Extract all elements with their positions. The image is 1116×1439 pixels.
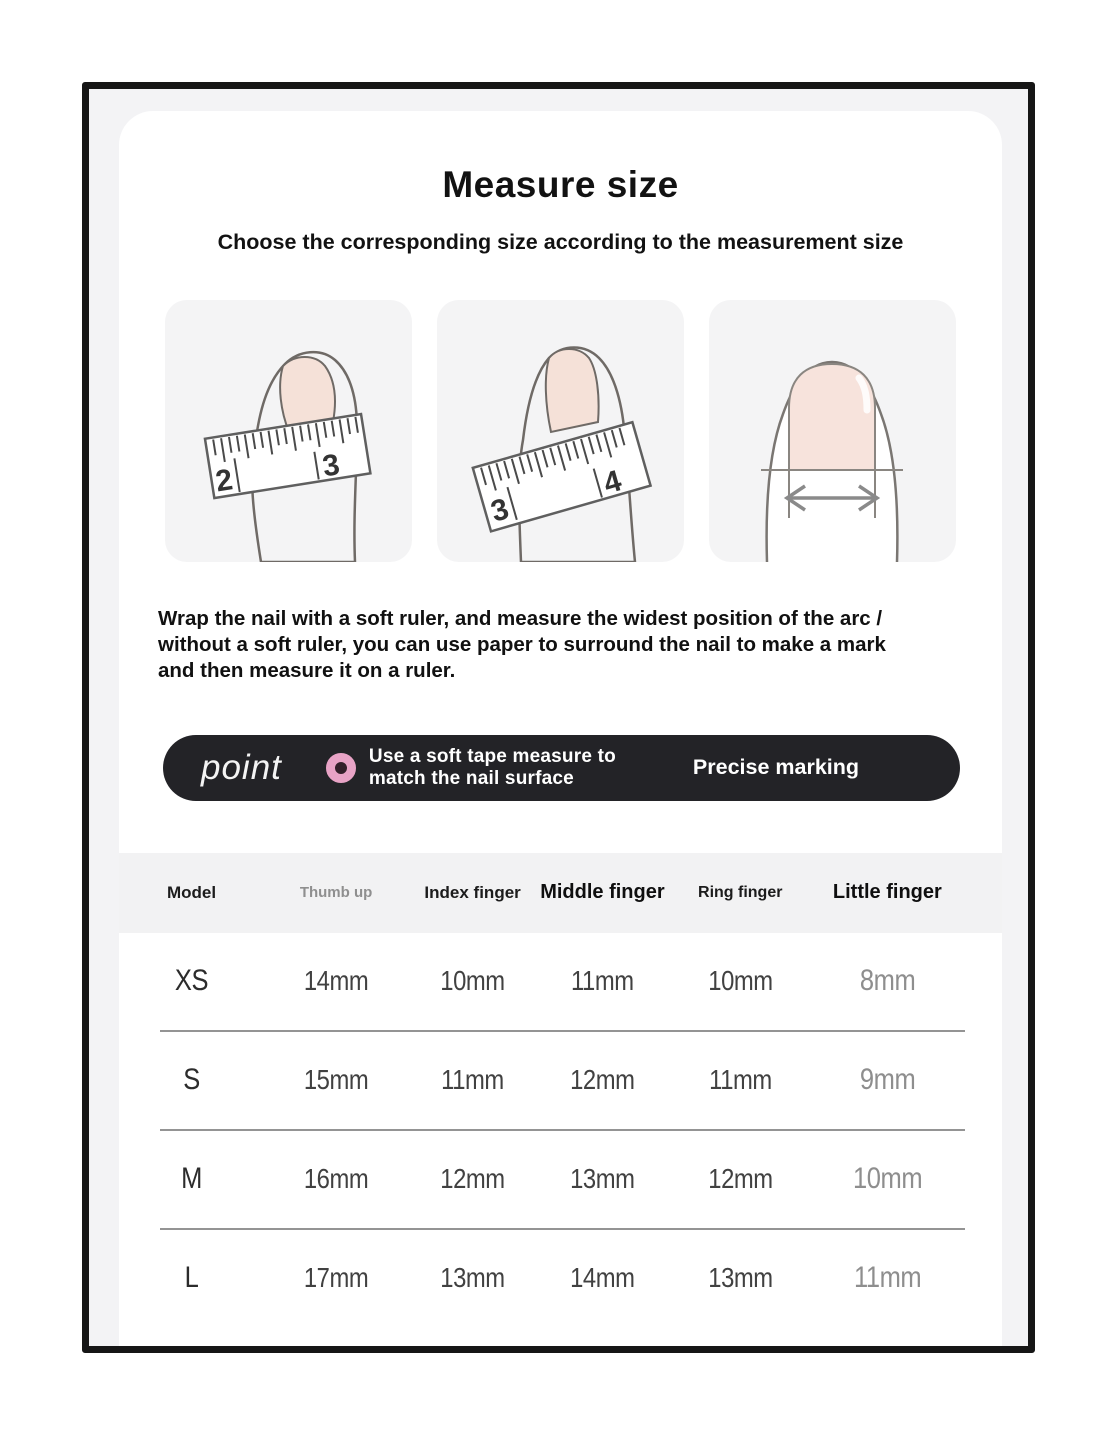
donut-icon xyxy=(326,753,356,783)
size-table-header xyxy=(119,853,1002,933)
instruction-line: without a soft ruler, you can use paper to surround the nail to make a mark xyxy=(158,633,886,657)
nail-width-arrow-illustration xyxy=(709,300,956,562)
page-subtitle: Choose the corresponding size according to the measurement size xyxy=(217,230,904,254)
instruction-line: Wrap the nail with a soft ruler, and measure the widest position of the arc / xyxy=(158,607,883,630)
column-header-middle: Middle finger xyxy=(540,881,665,904)
finger-tape-measure-illustration-2 xyxy=(437,300,684,562)
outer-frame xyxy=(82,82,1035,1353)
cell-value: 11mm xyxy=(853,1261,921,1295)
cell-value: 14mm xyxy=(303,965,369,997)
cell-value: 14mm xyxy=(570,1262,635,1294)
cell-value: 13mm xyxy=(440,1262,505,1294)
column-header-index: Index finger xyxy=(424,882,521,902)
tape-measure xyxy=(473,422,652,534)
instruction-line: and then measure it on a ruler. xyxy=(158,659,456,683)
tape-number: 3 xyxy=(487,492,513,529)
table-row-xs xyxy=(119,933,1002,1030)
measure-instructions xyxy=(158,606,962,685)
cell-value: 9mm xyxy=(859,1063,916,1097)
cell-model: L xyxy=(184,1261,199,1295)
column-header-thumb: Thumb up xyxy=(299,884,373,902)
column-header-ring: Ring finger xyxy=(698,883,783,901)
cell-value: 11mm xyxy=(571,965,634,997)
table-row-m xyxy=(119,1131,1002,1228)
cell-value: 11mm xyxy=(708,1064,772,1096)
finger-tape-svg-2 xyxy=(437,300,684,562)
tape-number: 3 xyxy=(320,448,342,484)
tape-measure xyxy=(205,414,371,501)
nail xyxy=(546,349,599,432)
cell-value: 17mm xyxy=(303,1262,369,1294)
cell-value: 15mm xyxy=(303,1064,369,1096)
finger-tape-svg-1 xyxy=(165,300,412,562)
size-table xyxy=(119,853,1002,1327)
point-label: point xyxy=(201,747,282,787)
cell-value: 11mm xyxy=(441,1064,504,1096)
banner-tip: Use a soft tape measure to match the nail surface xyxy=(368,746,616,789)
point-banner xyxy=(163,735,960,801)
table-row-l xyxy=(119,1230,1002,1327)
nail-width-svg xyxy=(709,300,956,562)
cell-value: 12mm xyxy=(570,1064,635,1096)
cell-value: 10mm xyxy=(440,965,505,997)
tape-number: 4 xyxy=(600,464,626,501)
cell-value: 13mm xyxy=(708,1262,773,1294)
banner-highlight: Precise marking xyxy=(692,755,860,780)
cell-value: 16mm xyxy=(303,1163,369,1195)
cell-value: 12mm xyxy=(708,1163,773,1195)
cell-value: 10mm xyxy=(708,965,773,997)
tape-number: 2 xyxy=(213,463,235,499)
table-row-s xyxy=(119,1032,1002,1129)
cell-model: XS xyxy=(174,964,209,998)
cell-value: 8mm xyxy=(859,964,916,998)
cell-value: 10mm xyxy=(852,1162,922,1196)
cell-value: 12mm xyxy=(440,1163,505,1195)
illustration-row xyxy=(119,300,1002,562)
finger-tape-measure-illustration-1 xyxy=(165,300,412,562)
cell-model: M xyxy=(181,1162,202,1196)
content-card xyxy=(119,111,1002,1353)
column-header-little: Little finger xyxy=(832,881,942,904)
cell-value: 13mm xyxy=(570,1163,635,1195)
page-title: Measure size xyxy=(442,164,679,205)
cell-model: S xyxy=(183,1063,200,1097)
column-header-model: Model xyxy=(166,882,217,902)
